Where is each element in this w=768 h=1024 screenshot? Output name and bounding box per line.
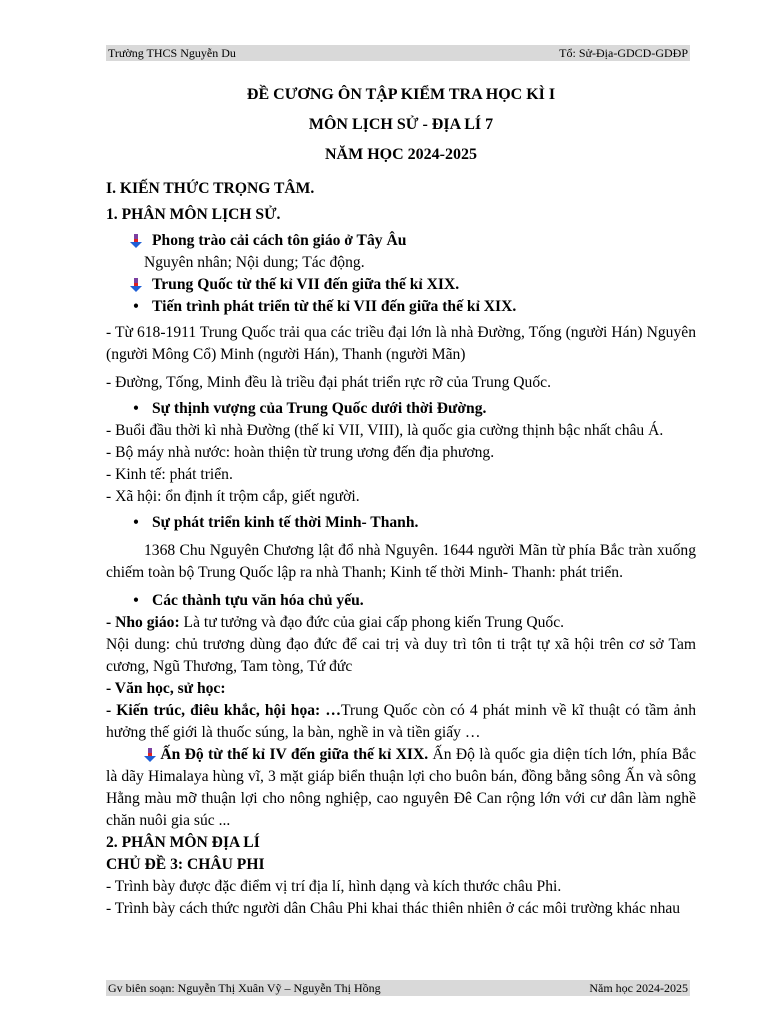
bullet-dot-icon: • (133, 514, 139, 531)
paragraph-africa-exploitation: - Trình bày cách thức người dân Châu Phi khai thác thiên nhiên ở các môi trường khác nhau (106, 900, 681, 917)
paragraph-architecture (106, 700, 696, 744)
document-body (106, 80, 696, 920)
section-heading-history: 1. PHÂN MÔN LỊCH SỬ. (106, 206, 281, 223)
footer-year: Năm học 2024-2025 (589, 981, 688, 995)
bullet-dot-icon: • (133, 592, 139, 609)
religious-reform-topics: Nguyên nhân; Nội dung; Tác động. (144, 254, 365, 271)
document-title (106, 80, 696, 170)
list-item-label: Trung Quốc từ thế kỉ VII đến giữa thế kỉ XIX. (152, 276, 460, 293)
paragraph-society: - Xã hội: ổn định ít trộm cắp, giết người. (106, 488, 360, 505)
india-text: Ấn Độ là quốc gia diện tích lớn, phía Bắc là dãy Himalaya hùng vĩ, 3 mặt giáp biển thuận lợi cho buôn bán, đồng bằng sông Ấn và sông Hằng màu mỡ thuận lợi cho nông nghiệp, cao nguyên Đê Can rộng lớn với cư dân làm nghề chăn nuôi gia súc ... (106, 746, 696, 829)
confucianism-text: Là tư tưởng và đạo đức của giai cấp phong kiến Trung Quốc. (179, 614, 565, 631)
list-item-development (106, 296, 696, 318)
list-item-tang-prosperity (106, 398, 696, 420)
section-heading-geography: 2. PHÂN MÔN ĐỊA LÍ (106, 834, 260, 851)
arrow-bullet-icon (128, 274, 144, 296)
list-item-cultural-achievements (106, 590, 696, 612)
list-item-label: Sự phát triển kinh tế thời Minh- Thanh. (152, 514, 419, 531)
paragraph-prosperous-dynasties: - Đường, Tống, Minh đều là triều đại phát triển rực rỡ của Trung Quốc. (106, 374, 551, 391)
header-school: Trường THCS Nguyễn Du (108, 46, 236, 60)
paragraph-confucianism-content: Nội dung: chủ trương dùng đạo đức để cai trị và duy trì tôn ti trật tự xã hội trên cơ sở Tam cương, Ngũ Thương, Tam tòng, Tứ đức (106, 636, 696, 675)
paragraph-ming-qing: 1368 Chu Nguyên Chương lật đổ nhà Nguyên. 1644 người Mãn từ phía Bắc tràn xuống chiếm toàn bộ Trung Quốc lập ra nhà Thanh; Kinh tế thời Minh- Thanh: phát triển. (106, 542, 696, 581)
arrow-bullet-icon (144, 746, 160, 763)
paragraph-confucianism (106, 612, 696, 634)
paragraph-dynasties: - Từ 618-1911 Trung Quốc trải qua các triều đại lớn là nhà Đường, Tống (người Hán) Nguyên (người Mông Cổ) Minh (người Hán), Thanh (người Mãn) (106, 324, 696, 363)
list-item-label: Sự thịnh vượng của Trung Quốc dưới thời Đường. (152, 400, 487, 417)
paragraph-state-apparatus: - Bộ máy nhà nước: hoàn thiện từ trung ương đến địa phương. (106, 444, 495, 461)
arrow-bullet-icon (128, 230, 144, 252)
footer-authors: Gv biên soạn: Nguyễn Thị Xuân Vỹ – Nguyễn Thị Hồng (108, 981, 381, 995)
page-footer (106, 980, 690, 996)
architecture-label: - Kiến trúc, điêu khắc, hội họa: … (106, 702, 341, 719)
india-label: Ấn Độ từ thế kỉ IV đến giữa thế kỉ XIX. (160, 746, 429, 763)
paragraph-india (106, 744, 696, 832)
section-heading-knowledge: I. KIẾN THỨC TRỌNG TÂM. (106, 180, 315, 197)
title-line-2: MÔN LỊCH SỬ - ĐỊA LÍ 7 (308, 116, 494, 133)
title-line-3: NĂM HỌC 2024-2025 (325, 146, 477, 163)
list-item-label: Tiến trình phát triển từ thế kỉ VII đến giữa thế kỉ XIX. (152, 298, 517, 315)
header-department: Tổ: Sử-Địa-GDCD-GDĐP (559, 46, 688, 60)
list-item-china (106, 274, 696, 296)
list-item-label: Các thành tựu văn hóa chủ yếu. (152, 592, 364, 609)
page-header (106, 45, 690, 61)
title-line-1: ĐỀ CƯƠNG ÔN TẬP KIỂM TRA HỌC KÌ I (246, 86, 556, 103)
bullet-dot-icon: • (133, 400, 139, 417)
paragraph-economy: - Kinh tế: phát triển. (106, 466, 233, 483)
paragraph-early-tang: - Buổi đầu thời kì nhà Đường (thế kỉ VII, VIII), là quốc gia cường thịnh bậc nhất châu Á. (106, 422, 664, 439)
bullet-dot-icon: • (133, 298, 139, 315)
confucianism-label: - Nho giáo: (106, 614, 180, 631)
list-item-label: Phong trào cải cách tôn giáo ở Tây Âu (152, 232, 407, 249)
list-item-ming-qing-economy (106, 512, 696, 534)
paragraph-africa-location: - Trình bày được đặc điểm vị trí địa lí, hình dạng và kích thước châu Phi. (106, 878, 562, 895)
architecture-text: Trung Quốc còn có 4 phát minh về kĩ thuật có tầm ảnh hưởng thế giới là thuốc súng, la bàn, nghề in và tiền giấy … (106, 702, 696, 741)
paragraph-literature: - Văn học, sử học: (106, 680, 226, 697)
list-item-religious-reform (106, 230, 696, 252)
topic-heading-africa: CHỦ ĐỀ 3: CHÂU PHI (106, 856, 265, 873)
